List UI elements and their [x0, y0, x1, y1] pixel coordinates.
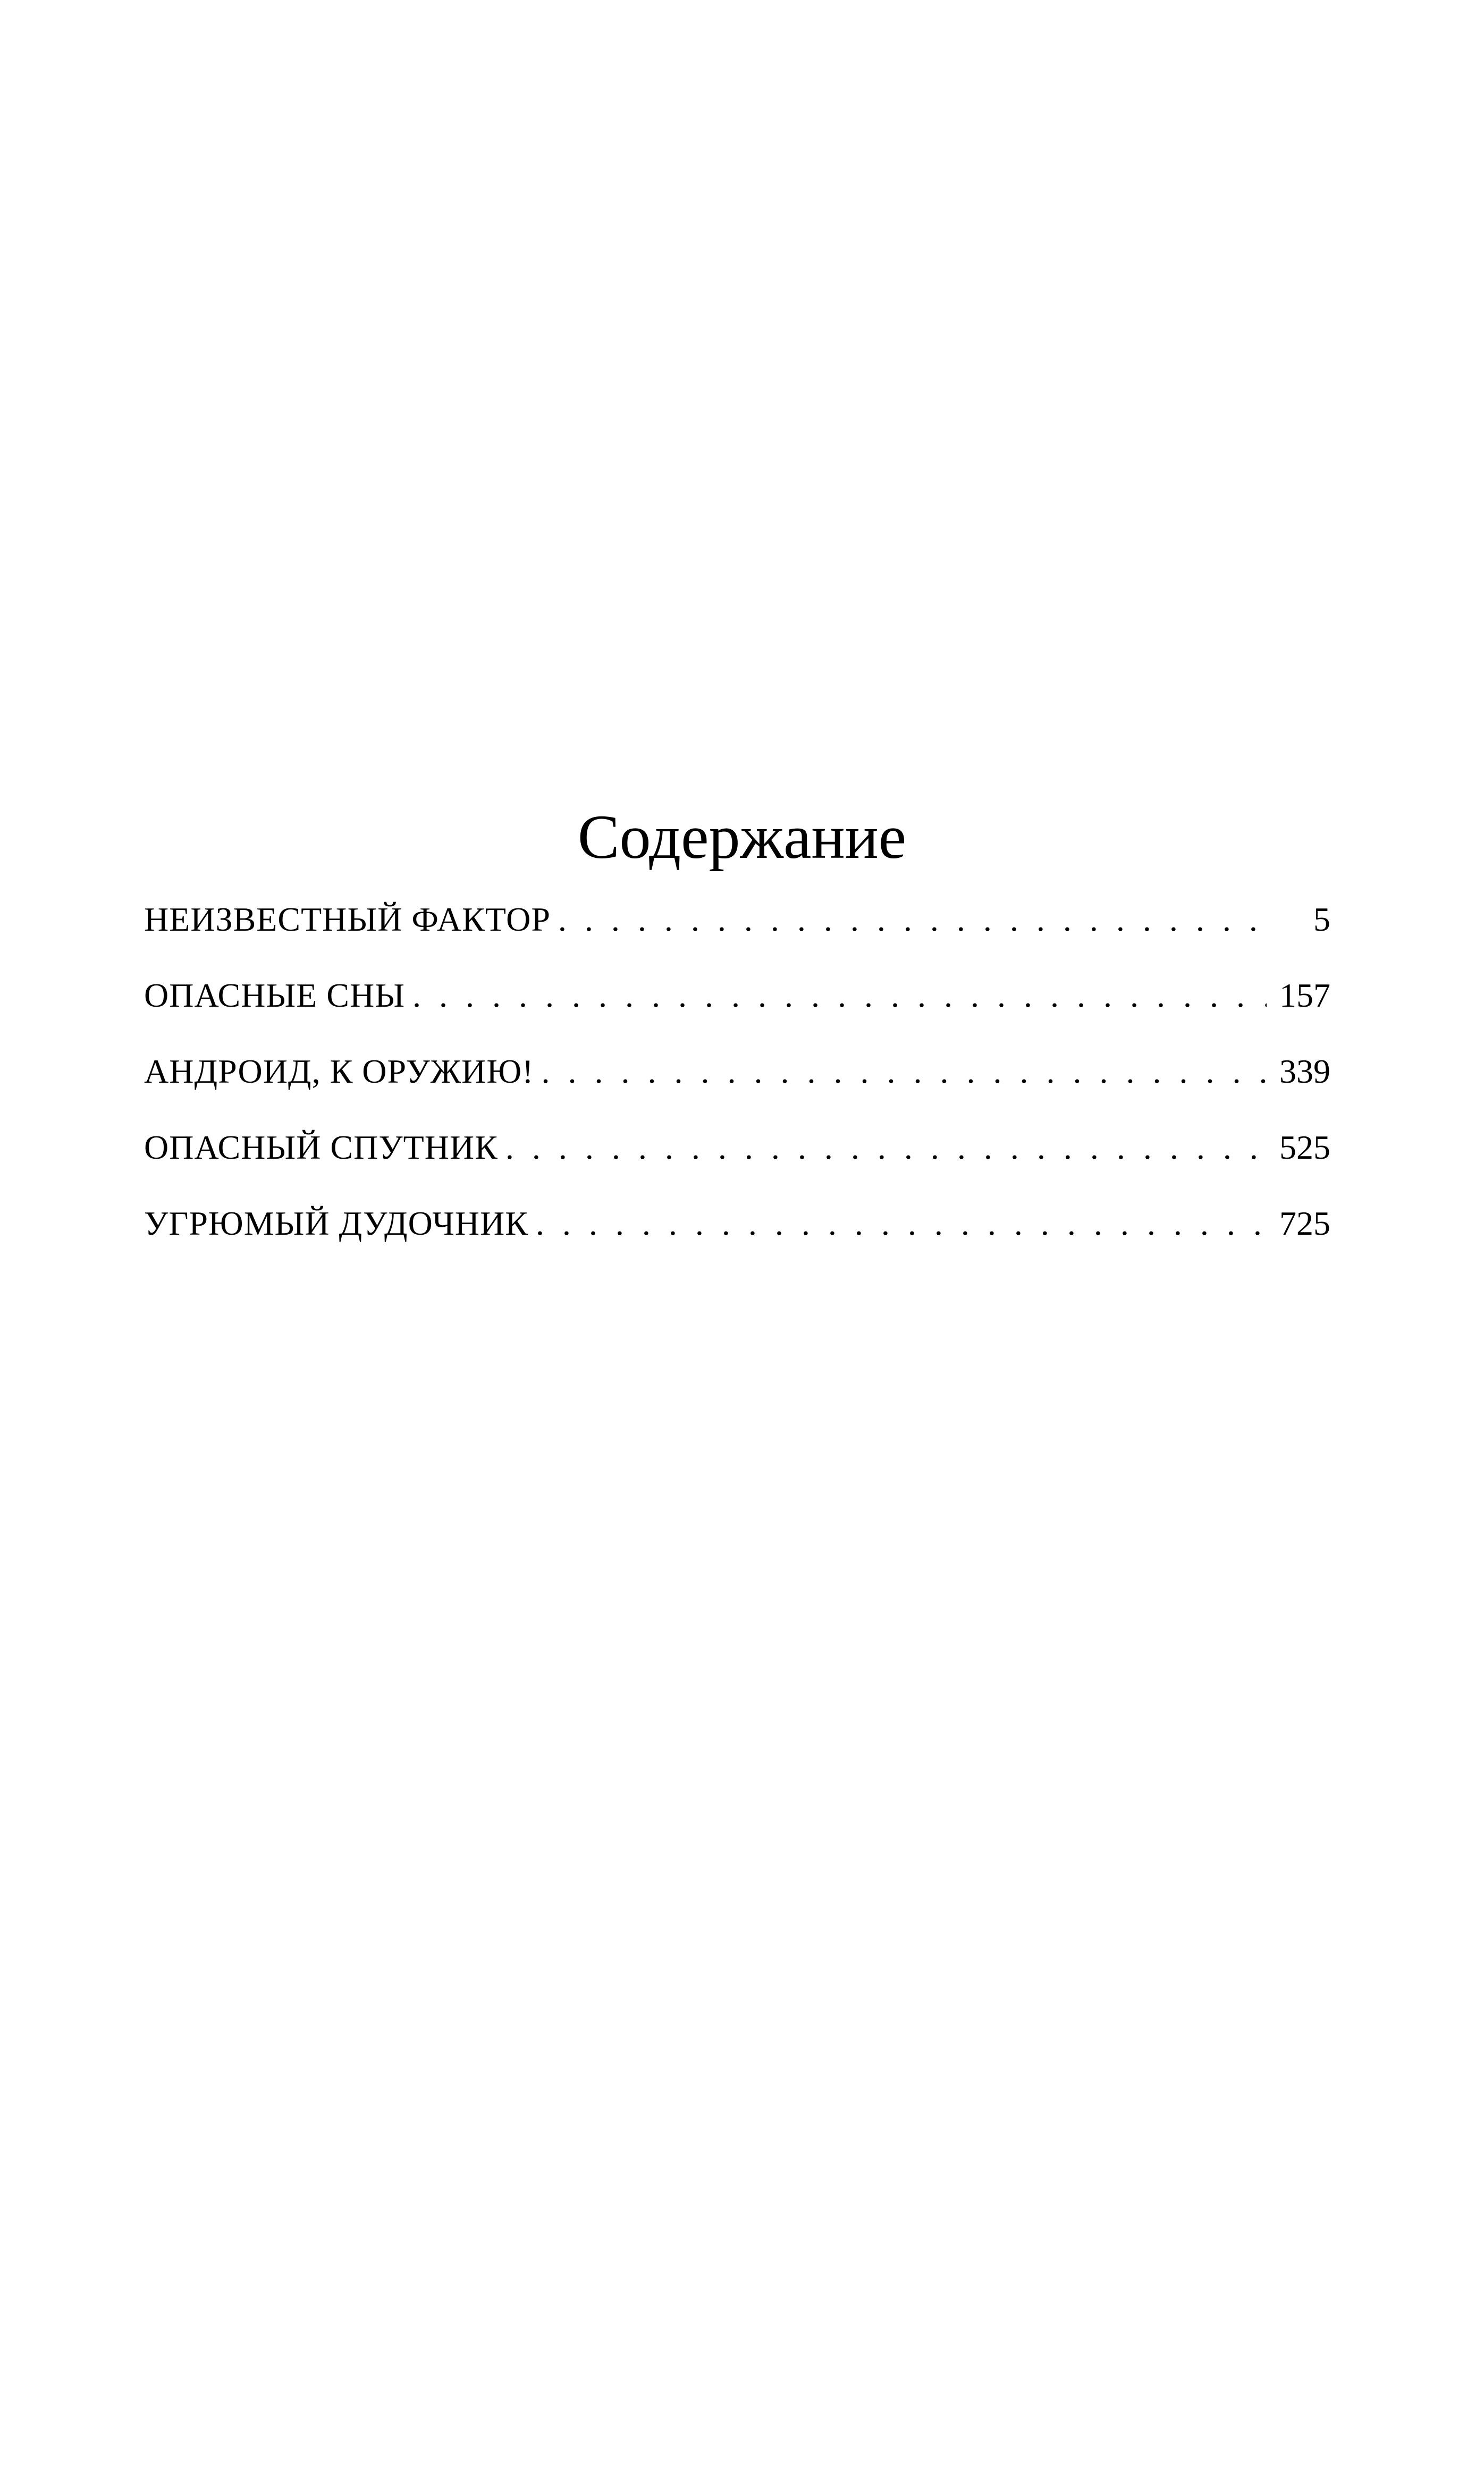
- toc-entry[interactable]: [144, 1202, 1330, 1278]
- toc-dot-leader: [505, 1126, 1267, 1169]
- toc-page-number: 525: [1279, 1128, 1330, 1166]
- page-title: Содержание: [577, 802, 907, 872]
- toc-dot-leader: [412, 974, 1267, 1017]
- toc-entry[interactable]: [144, 974, 1330, 1050]
- toc-page-number: 5: [1313, 900, 1330, 938]
- toc-entry[interactable]: [144, 1126, 1330, 1202]
- toc-page-number: 157: [1279, 976, 1330, 1014]
- toc-entry-title: ОПАСНЫЙ СПУТНИК: [144, 1128, 498, 1166]
- toc-entry-title: НЕИЗВЕСТНЫЙ ФАКТОР: [144, 900, 551, 938]
- toc-dot-leader: [558, 898, 1267, 941]
- toc-page-number: 339: [1279, 1052, 1330, 1090]
- toc-entry-title: АНДРОИД, К ОРУЖИЮ!: [144, 1052, 534, 1090]
- table-of-contents: [144, 898, 1330, 1278]
- toc-entry[interactable]: [144, 1050, 1330, 1126]
- toc-entry-title: УГРЮМЫЙ ДУДОЧНИК: [144, 1204, 528, 1242]
- toc-dot-leader: [536, 1202, 1267, 1245]
- toc-entry-title: ОПАСНЫЕ СНЫ: [144, 976, 405, 1014]
- toc-entry[interactable]: [144, 898, 1330, 974]
- toc-dot-leader: [541, 1050, 1267, 1093]
- toc-page-number: 725: [1279, 1204, 1330, 1242]
